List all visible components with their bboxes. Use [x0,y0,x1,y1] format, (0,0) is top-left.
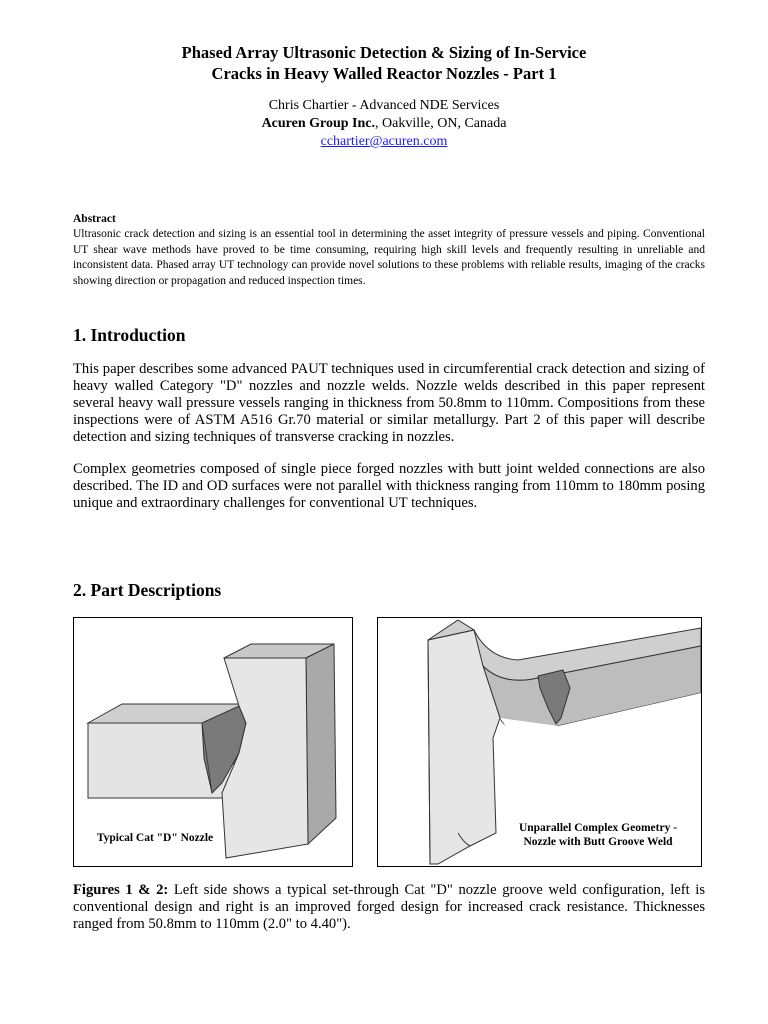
section-part-descriptions-heading: 2. Part Descriptions [73,580,222,600]
figure-caption-text: Left side shows a typical set-through Cat "D" nozzle groove weld configuration, left is conventional design and right is an improved forged design for increased crack resistance. Thicknesses ranged from 50.8mm to 110mm (2.0" to 4.40"). [73,882,706,932]
figure-1-cat-d-nozzle [73,617,353,867]
figure-2-complex-geometry [377,617,702,867]
figure-caption-label: Figures 1 & 2: [73,882,169,898]
paper-title-line-1: Phased Array Ultrasonic Detection & Sizing of In-Service [181,43,587,62]
author-email-link[interactable]: cchartier@acuren.com [320,134,448,149]
introduction-paragraph-1: This paper describes some advanced PAUT techniques used in circumferential crack detection and sizing of heavy walled Category "D" nozzles and nozzle welds. Nozzle welds described in this paper represent several heavy wall pressure vessels ranging in thickness from 50.8mm to 110mm. Compositions from these inspections were of ASTM A516 Gr.70 material or similar metallurgy. Part 2 of this paper will describe detection and sizing techniques of transverse cracking in nozzles. [73,361,705,445]
author-line: Chris Chartier - Advanced NDE Services [268,98,500,113]
figure-2-label-line-2: Nozzle with Butt Groove Weld [523,836,673,848]
organization-line [0,115,768,133]
figure-caption [73,882,705,933]
paper-title-line-2: Cracks in Heavy Walled Reactor Nozzles - Part 1 [211,64,557,83]
abstract-heading: Abstract [73,213,116,225]
section-introduction-heading: 1. Introduction [73,325,186,345]
introduction-paragraph-2: Complex geometries composed of single piece forged nozzles with butt joint welded connections are also described. The ID and OD surfaces were not parallel with thickness ranging from 110mm to 180mm posing unique and extraordinary challenges for conventional UT techniques. [73,461,705,511]
email-line [0,133,768,151]
figure-1-label: Typical Cat "D" Nozzle [96,832,214,844]
abstract-text: Ultrasonic crack detection and sizing is an essential tool in determining the asset integrity of pressure vessels and piping. Conventional UT shear wave methods have proved to be time consuming, requiring high skill levels and frequently resulting in unreliable and inconsistent data. Phased array UT technology can provide novel solutions to these problems with reliable results, imaging of the cracks showing direction or propagation and reduced inspection times. [73,228,705,287]
organization-name: Acuren Group Inc. [261,116,376,131]
figure-2-label-line-1: Unparallel Complex Geometry - [518,822,678,834]
organization-location: , Oakville, ON, Canada [375,116,507,131]
figure-1-drawing [74,618,352,866]
